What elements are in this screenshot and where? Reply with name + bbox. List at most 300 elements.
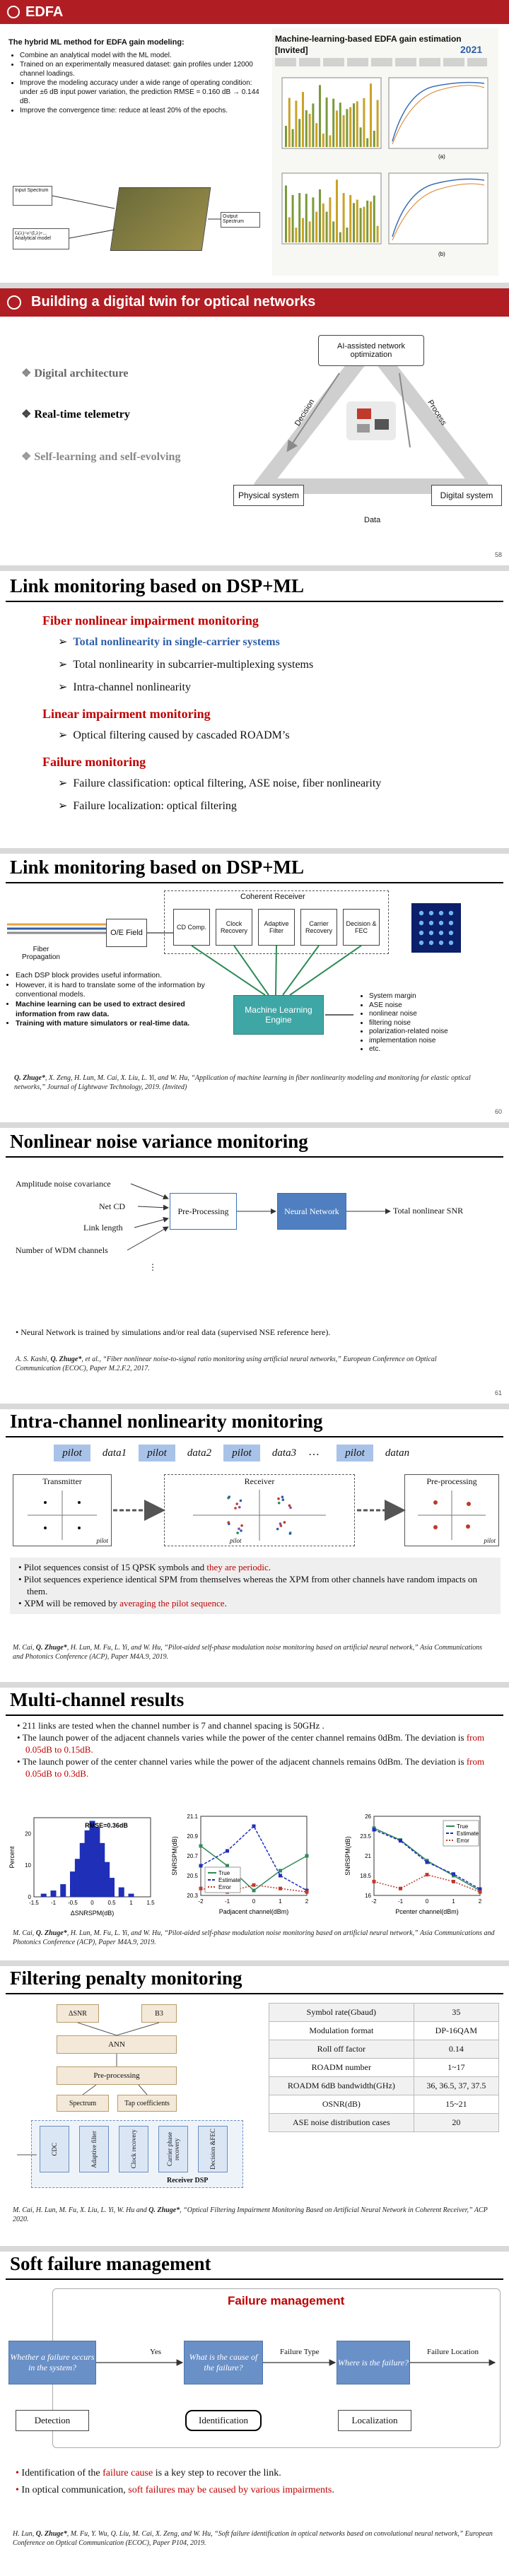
hist-ylabel: Percent <box>8 1846 16 1869</box>
edfa-bullet: • Improve the modeling accuracy under a wide range of operating condition: under ±6 dB input power variation, the prediction RMSE = 0.160 dB → 0.144 dB. <box>20 78 260 106</box>
dt-edge-process: Process <box>426 398 448 428</box>
series-point <box>479 1890 482 1894</box>
x-tick-label: -2 <box>371 1898 377 1905</box>
hist-bar <box>60 1884 66 1897</box>
edfa-header-bar <box>0 0 509 24</box>
hist-bar <box>119 1888 124 1897</box>
ml-output-item: • implementation noise <box>369 1037 448 1046</box>
legend-label: True <box>457 1823 469 1830</box>
section-item <box>58 799 496 813</box>
dt-top-label: AI-assisted network optimization <box>337 342 405 359</box>
series-point <box>452 1880 455 1883</box>
frame-data: data2 <box>187 1447 212 1459</box>
frame-pilot: pilot <box>337 1445 373 1462</box>
plot-bar <box>309 221 311 242</box>
diamond-icon: ❖ <box>21 408 35 420</box>
nl-input-2: Link length <box>83 1223 123 1233</box>
bullet-highlight: from 0.05dB to 0.3dB. <box>25 1755 485 1779</box>
ann-label: ANN <box>108 2040 125 2049</box>
bullet-tail: . <box>332 2484 334 2495</box>
table-cell: 36, 36.5, 37, 37.5 <box>414 2077 498 2095</box>
plot-bar <box>356 200 358 242</box>
plot-bar <box>332 99 334 147</box>
section-item-label: Total nonlinearity in subcarrier-multiplexing systems <box>73 659 314 671</box>
series-point <box>373 1828 376 1832</box>
edfa-header-title: EDFA <box>25 4 64 20</box>
analytical-label: Analytical model <box>15 236 51 241</box>
center-power-chart <box>343 1806 505 1927</box>
table-cell: ASE noise distribution cases <box>269 2114 414 2132</box>
ref-text: , “Optical Filtering Impairment Monitoring Based on Artificial Neural Network in Coherent Receiver,” ACP 2020. <box>13 2206 488 2223</box>
plot-bar <box>339 102 341 147</box>
params-table <box>269 2003 499 2132</box>
series-point <box>426 1873 429 1876</box>
table-row <box>269 2022 499 2040</box>
dsp-bullet: • Each DSP block provides useful information. <box>16 971 228 981</box>
section-item <box>58 635 496 649</box>
series-point <box>399 1887 402 1890</box>
slide-separator <box>0 283 509 288</box>
plot-bar <box>343 115 345 147</box>
plot-bar <box>295 228 297 242</box>
plot-bar <box>363 207 365 242</box>
ref-pre: M. Cai, <box>13 1929 36 1937</box>
x-tick-label: -0.5 <box>68 1900 78 1906</box>
plot-bar <box>339 233 341 242</box>
plot-bar <box>295 100 297 147</box>
plot-bar <box>343 193 345 242</box>
series-point <box>199 1864 203 1868</box>
section-item <box>58 728 496 742</box>
nl-note: • Neural Network is trained by simulations and/or real data (supervised NSE reference here). <box>16 1327 331 1337</box>
hist-bar <box>99 1843 105 1897</box>
series-point <box>279 1874 282 1878</box>
title-rule <box>6 601 503 602</box>
adjacent-power-chart <box>170 1806 336 1927</box>
dt-physical-label: Physical system <box>238 490 300 500</box>
histogram-chart <box>7 1806 159 1927</box>
bullet-dot-icon: • <box>16 2468 22 2478</box>
slide-separator <box>0 1682 509 1688</box>
table-cell: Modulation format <box>269 2022 414 2040</box>
ic-arrows <box>0 1409 509 1551</box>
legend-label: Error <box>218 1884 231 1890</box>
y-tick-label: 26 <box>365 1813 371 1820</box>
plot-bar <box>373 131 375 147</box>
bullet-tail: . <box>224 1597 227 1608</box>
section-item-label: Total nonlinearity in single-carrier systems <box>73 636 280 648</box>
ref-text: , M. Fu, Y. Wu, Q. Liu, M. Cai, X. Zeng, and W. Hu, “Soft failure identification in optical networks based on convolutional neural network,” European Conference on Optical Communication (ECOC), Paper P104, 2019. <box>13 2530 493 2547</box>
paper-snippet <box>272 28 498 276</box>
dsp-block-label: CD Comp. <box>176 924 206 931</box>
pilot-tag: pilot <box>230 1537 242 1544</box>
x-tick-label: 1 <box>129 1900 133 1906</box>
legend-label: Estimate <box>457 1830 479 1837</box>
plot-bar <box>305 194 308 242</box>
y-tick-label: 20.5 <box>187 1873 198 1879</box>
ml-output-item: • polarization-related noise <box>369 1028 448 1037</box>
pilot-tag: pilot <box>484 1537 496 1544</box>
paper-invited: [Invited] <box>275 45 308 55</box>
slide-separator <box>0 2246 509 2252</box>
stage-label: Detection <box>34 2415 71 2425</box>
paper-title-text: Machine-learning-based EDFA gain estimation <box>275 34 462 44</box>
section-heading: Fiber nonlinear impairment monitoring <box>42 613 259 628</box>
ref-pre: M. Cai, <box>13 1644 36 1652</box>
x-tick-label: 0.5 <box>107 1900 116 1906</box>
ref-pre: M. Cai, H. Lun, M. Fu, X. Liu, L. Yi, W. Hu and <box>13 2206 149 2214</box>
dt-item-label: Digital architecture <box>34 367 129 380</box>
page-number: 60 <box>494 1108 502 1115</box>
hist-bar <box>51 1890 57 1897</box>
bullet-text: Pilot sequences consist of 15 QPSK symbols and <box>23 1562 207 1572</box>
series-point <box>426 1860 429 1864</box>
ic-bullet <box>17 1574 493 1598</box>
slide-separator <box>0 1122 509 1128</box>
plot-bar <box>366 201 368 242</box>
diamond-icon: ❖ <box>21 367 35 380</box>
plot-bar <box>322 204 324 242</box>
dt-edge-data: Data <box>364 516 381 524</box>
section-item <box>58 680 496 694</box>
plot-bar <box>292 195 294 242</box>
hist-rmse: RMSE=0.36dB <box>85 1822 128 1829</box>
hist-bar <box>85 1830 90 1897</box>
page-number: 58 <box>494 551 502 558</box>
plot-bar <box>315 123 317 147</box>
dsp-reference <box>14 1074 495 1092</box>
table-cell: 20 <box>414 2114 498 2132</box>
tap-label: Tap coefficients <box>124 2099 170 2107</box>
nl-input-1: Net CD <box>99 1201 125 1211</box>
series-point <box>373 1880 376 1883</box>
ml-outputs <box>369 992 448 1054</box>
x-tick-label: 1 <box>279 1898 282 1905</box>
nl-input-3: Number of WDM channels <box>16 1245 108 1255</box>
hist-bar <box>75 1859 81 1897</box>
x-tick-label: -2 <box>198 1898 204 1905</box>
table-row <box>269 2095 499 2114</box>
arrow-bullet-icon: ➢ <box>58 777 68 789</box>
output-spectrum-label: Output Spectrum <box>223 214 244 224</box>
chart-ylabel: SNRSPM(dB) <box>344 1836 351 1876</box>
arrow-bullet-icon: ➢ <box>58 636 68 648</box>
plot-bar <box>322 134 324 147</box>
ref-author: Q. Zhuge* <box>14 1074 45 1082</box>
x-tick-label: 0 <box>252 1898 256 1905</box>
plot-bar <box>363 98 365 147</box>
hist-bar <box>109 1878 115 1897</box>
plot-bar <box>305 110 308 147</box>
x-tick-label: 2 <box>305 1898 309 1905</box>
dt-top-box <box>318 335 424 366</box>
ic-title: Intra-channel nonlinearity monitoring <box>10 1411 323 1432</box>
series-point <box>199 1845 203 1848</box>
diamond-icon: ❖ <box>21 451 35 463</box>
q1-label: Whether a failure occurs in the system? <box>10 2352 95 2372</box>
ref-author: Q. Zhuge* <box>50 1355 82 1363</box>
bullet-text: Identification of the <box>21 2468 103 2478</box>
x-tick-label: 0 <box>425 1898 429 1905</box>
bullet-text: XPM will be removed by <box>23 1597 120 1608</box>
bullet-dot-icon: • <box>17 1755 23 1767</box>
plot-bar <box>309 114 311 147</box>
arrow-bullet-icon: ➢ <box>58 681 68 693</box>
input-spectrum-label: Input Spectrum <box>15 188 49 193</box>
nl-nn-label: Neural Network <box>284 1206 339 1216</box>
slide-separator <box>0 848 509 854</box>
ic-bullets <box>10 1558 501 1614</box>
fp-reference <box>13 2206 501 2224</box>
section-item-label: Failure localization: optical filtering <box>73 800 237 812</box>
frame-pilot: pilot <box>54 1445 90 1462</box>
bullet-highlight: soft failures may be caused by various impairments <box>128 2484 332 2495</box>
dt-digital-label: Digital system <box>440 490 493 500</box>
slide-separator <box>0 1960 509 1966</box>
x-tick-label: 1 <box>452 1898 455 1905</box>
rx-dsp-label: Receiver DSP <box>167 2177 209 2184</box>
arrow-bullet-icon: ➢ <box>58 729 68 741</box>
ref-pre: H. Lun, <box>13 2530 36 2538</box>
paper-authors <box>275 58 487 66</box>
formula: G(λ)=e^(Lλ)+... <box>15 230 47 236</box>
sf-bullets <box>16 2465 503 2499</box>
plot-bar <box>370 201 372 242</box>
table-cell: 35 <box>414 2004 498 2022</box>
slide-nonlinear-noise <box>0 1128 509 1404</box>
plot-bar <box>377 100 379 147</box>
ref-text: , H. Lun, M. Fu, L. Yi, and W. Hu, “Pilot-aided self-phase modulation noise monitoring based on artificial neural network,” Asia Communications and Photonics Conference (ACP), Paper M4A.9, 2019. <box>13 1929 495 1946</box>
y-tick-label: 10 <box>25 1862 31 1869</box>
sf-arrows <box>0 2252 509 2464</box>
output-spectrum-box <box>221 212 260 228</box>
slide-separator <box>0 565 509 571</box>
stage-label: Identification <box>198 2415 249 2425</box>
dt-item-telemetry <box>21 407 130 421</box>
ml-output-item: • nonlinear noise <box>369 1010 448 1019</box>
plot-bar <box>288 98 291 147</box>
hist-bar <box>41 1894 47 1897</box>
yes-label: Yes <box>150 2348 162 2356</box>
series-point <box>279 1887 282 1890</box>
y-tick-label: 18.5 <box>360 1873 371 1879</box>
y-tick-label: 21.1 <box>187 1813 198 1820</box>
lm-title: Link monitoring based on DSP+ML <box>10 575 304 596</box>
series-point <box>399 1839 402 1842</box>
slide-intra-channel <box>0 1409 509 1682</box>
dt-item-label: Self-learning and self-evolving <box>34 451 181 463</box>
plot-bar <box>302 92 304 147</box>
nl-nn-box <box>277 1193 346 1230</box>
plot-bar <box>288 217 291 242</box>
series-point <box>305 1854 309 1858</box>
plot-bar <box>353 103 355 147</box>
ic-bullet <box>17 1562 493 1574</box>
x-tick-label: 0 <box>90 1900 94 1906</box>
bullet-dot-icon: • <box>18 1562 24 1572</box>
dsp-bullet-bold: • Training with mature simulators or real-time data. <box>16 1019 228 1029</box>
spectrum-label: Spectrum <box>69 2099 97 2107</box>
slide-edfa <box>0 0 509 283</box>
plot-b-left <box>282 173 381 244</box>
series-point <box>252 1889 256 1893</box>
dt-item-architecture <box>21 366 129 380</box>
mc-bullet <box>16 1732 503 1756</box>
plot-bar <box>373 196 375 242</box>
edfa-diagram <box>8 173 263 265</box>
table-row <box>269 2059 499 2077</box>
edfa-bullet: • Trained on an experimentally measured dataset: gain profiles under 12000 channel loadings. <box>20 60 260 78</box>
plot-bar <box>366 139 368 147</box>
hist-xlabel: ΔSNRSPM(dB) <box>70 1910 115 1917</box>
bullet-highlight: failure cause <box>103 2468 153 2478</box>
frame-data: data1 <box>102 1447 127 1459</box>
plot-bar <box>285 126 287 147</box>
series-point <box>279 1869 282 1873</box>
nl-note-text: Neural Network is trained by simulations and/or real data (supervised NSE reference here). <box>21 1327 331 1337</box>
slide-digital-twin <box>0 288 509 565</box>
slide-dsp-ml <box>0 854 509 1122</box>
frame-pilot: pilot <box>223 1445 260 1462</box>
subfig-b: (b) <box>438 251 445 257</box>
chart-ylabel: SNRSPM(dB) <box>171 1836 178 1876</box>
plot-a-left <box>282 78 381 148</box>
dsp-block-label: Carrier Recovery <box>305 920 332 934</box>
dsp-bullets <box>16 971 228 1029</box>
slide-filtering-penalty <box>0 1966 509 2246</box>
edfa-method-title: The hybrid ML method for EDFA gain modeling: <box>8 38 185 47</box>
dsp-block-label: Adaptive Filter <box>264 920 289 934</box>
x-tick-label: 1.5 <box>146 1900 155 1906</box>
plot-bar <box>336 180 338 242</box>
table-row <box>269 2040 499 2059</box>
edfa-header-logo <box>7 6 20 18</box>
ml-engine-box <box>233 995 324 1035</box>
title-rule <box>6 1993 503 1994</box>
section-heading: Failure monitoring <box>42 755 146 769</box>
dsp-bullet-bold: • Machine learning can be used to extract desired information from raw data. <box>16 1000 228 1019</box>
ref-text: , et al., “Fiber nonlinear noise-to-signal ratio monitoring using artificial neural networks,” European Conference on Optical Communication (ECOC), Paper M.2.F.2, 2017. <box>16 1355 437 1372</box>
x-tick-label: 2 <box>478 1898 482 1905</box>
edfa-bullet: • Improve the convergence time: reduce at least 20% of the epochs. <box>20 106 260 115</box>
rx-block-label: Adaptive filter <box>90 2130 98 2168</box>
slide-separator <box>0 1404 509 1409</box>
y-tick-label: 20 <box>25 1830 31 1837</box>
dt-title: Building a digital twin for optical networks <box>31 294 316 310</box>
y-tick-label: 21 <box>365 1853 371 1859</box>
hist-bar <box>94 1827 100 1897</box>
ann-input-label: B3 <box>155 2009 163 2018</box>
plot-a-right <box>389 78 488 148</box>
table-cell: 1~17 <box>414 2059 498 2077</box>
legend-label: Estimate <box>218 1877 241 1883</box>
stage-identification <box>185 2410 262 2431</box>
nl-output: Total nonlinear SNR <box>393 1206 464 1216</box>
ann-input-label: ΔSNR <box>69 2009 87 2018</box>
sf-reference <box>13 2530 501 2548</box>
sf-bullet <box>16 2465 503 2482</box>
rx-block-label: Decision &FEC <box>209 2129 216 2170</box>
plot-bar <box>329 197 331 242</box>
mc-title: Multi-channel results <box>10 1689 185 1710</box>
nl-preprocessing-box <box>170 1193 237 1230</box>
table-cell: 0.14 <box>414 2040 498 2059</box>
slide-soft-failure <box>0 2252 509 2576</box>
plot-bar <box>329 135 331 147</box>
dt-edge-decision: Decision <box>293 397 317 428</box>
fp-arrows <box>11 2003 252 2189</box>
nl-title: Nonlinear noise variance monitoring <box>10 1131 308 1152</box>
plot-bar <box>377 226 379 242</box>
ic-reference <box>13 1644 493 1662</box>
plot-bar <box>356 101 358 147</box>
series-point <box>252 1883 256 1887</box>
plot-bar <box>349 195 351 242</box>
series-point <box>452 1872 455 1876</box>
bullet-highlight: from 0.05dB to 0.15dB. <box>25 1731 485 1755</box>
plot-bar <box>312 197 314 242</box>
plot-bar <box>312 103 314 147</box>
frame-ellipsis: … <box>308 1446 320 1458</box>
x-tick-label: -1 <box>224 1898 230 1905</box>
sf-title: Soft failure management <box>10 2253 211 2274</box>
table-row <box>269 2004 499 2022</box>
receiver-label: Receiver <box>244 1476 275 1486</box>
table-cell: ROADM number <box>269 2059 414 2077</box>
table-cell: Roll off factor <box>269 2040 414 2059</box>
failure-type-label: Failure Type <box>280 2348 320 2356</box>
ref-pre: A. S. Kashi, <box>16 1355 51 1363</box>
dt-header-logo <box>7 295 21 310</box>
plot-bar <box>360 208 362 242</box>
page-number: 61 <box>494 1389 502 1396</box>
plot-bar <box>319 85 321 147</box>
legend-label: True <box>218 1870 230 1876</box>
plot-bar <box>346 228 348 242</box>
title-rule <box>6 1715 503 1716</box>
dsp-block-label: Decision & FEC <box>346 920 377 934</box>
sf-bullet <box>16 2482 503 2499</box>
fp-pre-label: Pre-processing <box>93 2071 140 2080</box>
hist-bar <box>129 1894 134 1897</box>
fiber-label: Fiber Propagation <box>22 946 60 961</box>
series-point <box>199 1887 203 1890</box>
ref-author: Q. Zhuge* <box>35 2530 67 2538</box>
table-row <box>269 2114 499 2132</box>
edfa-bullets <box>20 51 260 115</box>
edfa-plots <box>272 71 498 272</box>
y-tick-label: 0 <box>28 1894 31 1900</box>
dsp-block-label: Clock Recovery <box>220 920 247 934</box>
mc-bullet <box>16 1756 503 1780</box>
plot-b-right <box>389 173 488 244</box>
ml-engine-label: Machine Learning Engine <box>245 1005 312 1025</box>
coherent-receiver-label: Coherent Receiver <box>240 893 305 901</box>
ml-output-item: • filtering noise <box>369 1019 448 1028</box>
bullet-highlight: averaging the pilot sequence <box>119 1597 225 1608</box>
fp-diagram <box>11 2003 252 2189</box>
dt-item-self-learning <box>21 449 180 464</box>
plot-bar <box>298 119 300 147</box>
chart-xlabel: Padjacent channel(dBm) <box>218 1908 289 1915</box>
plot-bar <box>285 186 287 242</box>
plot-bar <box>332 221 334 242</box>
bullet-dot-icon: • <box>18 1573 24 1584</box>
transmitter-label: Transmitter <box>42 1476 82 1486</box>
bullet-tail: is a key step to recover the link. <box>153 2468 281 2478</box>
nl-dots: ⋮ <box>148 1262 157 1272</box>
ref-author: Q. Zhuge* <box>35 1644 67 1652</box>
